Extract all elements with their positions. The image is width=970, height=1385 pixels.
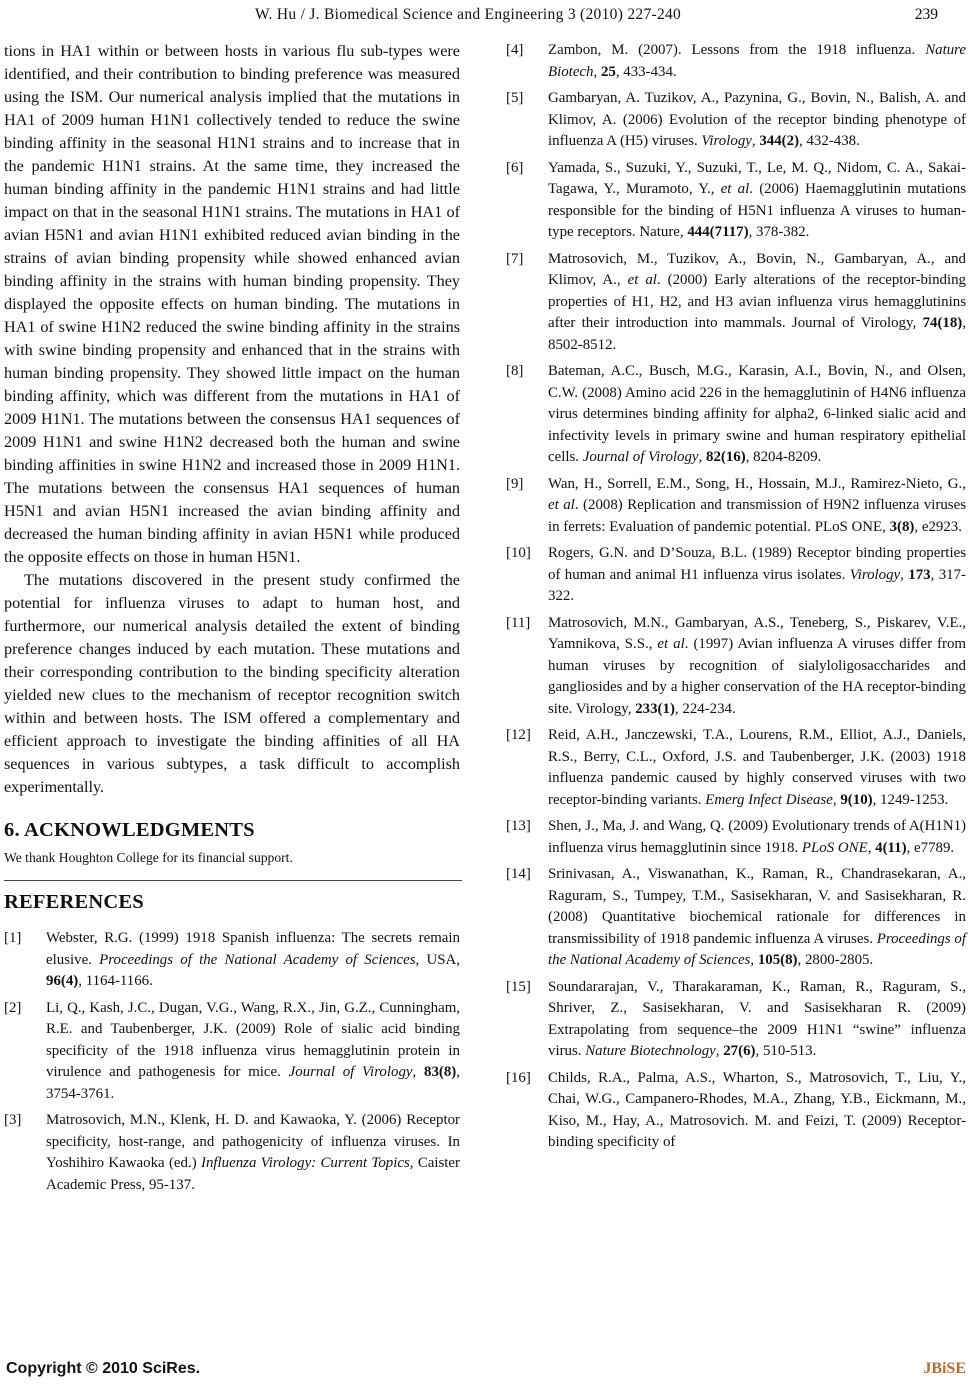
reference-post: , 1249-1253.: [872, 791, 949, 808]
reference-mid: . (2000) Early alterations of the receptor-binding properties of H1, H2, and H3 avian influenza virus hemagglutinins after their introduction into mammals. Journal of Virology,: [548, 272, 966, 331]
reference-number: [6]: [506, 159, 524, 176]
reference-item: [506, 613, 966, 721]
reference-pre: Soundararajan, V., Tharakaraman, K., Raman, R., Raguram, S., Shriver, Z., Sasisekharan, V. and Sasisekharan R. (2009) Extrapolating from sequence–the 2009 H1N1 “swine” influenza virus.: [548, 978, 966, 1059]
reference-post: , 8204-8209.: [745, 449, 822, 465]
reference-journal: Emerg Infect Disease: [705, 791, 833, 808]
reference-pre: Zambon, M. (2007). Lessons from the 1918 influenza.: [548, 42, 926, 58]
reference-number: [11]: [506, 614, 531, 631]
reference-post: , 3754-3761.: [46, 1064, 460, 1102]
journal-abbrev: JBiSE: [923, 1360, 966, 1377]
reference-post: , e7789.: [906, 839, 955, 856]
reference-journal: et al: [720, 181, 750, 197]
reference-item: [506, 543, 966, 608]
reference-pre: Li, Q., Kash, J.C., Dugan, V.G., Wang, R.X., Jin, G.Z., Cunningham, R.E. and Taubenberger, J.K. (2009) Role of sialic acid binding specificity of the 1918 influenza virus hemagglutinin protein in virulence and pathogenesis for mice.: [46, 999, 460, 1080]
reference-item: [506, 158, 966, 244]
reference-mid: ,: [715, 1043, 724, 1059]
page-header: [0, 6, 970, 28]
right-column: [506, 40, 966, 1159]
reference-pre: Shen, J., Ma, J. and Wang, Q. (2009) Evolutionary trends of A(H1N1) influenza virus hemagglutinin since 1918.: [548, 818, 966, 856]
reference-pre: Yamada, S., Suzuki, Y., Suzuki, T., Le, M. Q., Nidom, C. A., Sakai-Tagawa, Y., Muramoto, Y.,: [548, 159, 966, 197]
reference-mid: ,: [867, 839, 876, 856]
reference-journal: Proceedings of the National Academy of Sciences: [548, 930, 967, 968]
reference-post: , 224-234.: [674, 700, 736, 717]
reference-post: , 1164-1166.: [78, 973, 153, 989]
reference-item: [506, 725, 966, 811]
reference-mid: ,: [832, 791, 841, 808]
reference-vol: 83(8): [424, 1064, 457, 1080]
reference-journal: Virology: [701, 133, 752, 149]
reference-mid: ,: [698, 449, 706, 465]
reference-journal: Journal of Virology: [582, 449, 699, 465]
reference-pre: Rogers, G.N. and D’Souza, B.L. (1989) Receptor binding properties of human and animal H1 influenza virus isolates.: [548, 545, 966, 583]
reference-item: [506, 816, 966, 859]
reference-item: [506, 40, 966, 83]
reference-number: [4]: [506, 42, 524, 58]
reference-journal: PLoS ONE: [801, 839, 868, 856]
acknowledgments-heading: 6. ACKNOWLEDGMENTS: [4, 819, 255, 841]
reference-journal: et al: [548, 497, 575, 513]
reference-post: , e2923.: [914, 518, 962, 535]
reference-journal: et al: [657, 636, 685, 652]
reference-vol: 82(16): [706, 449, 746, 465]
references-list-left: [4, 928, 460, 1196]
reference-number: [5]: [506, 90, 524, 106]
reference-vol: 9(10): [840, 791, 873, 808]
reference-pre: Matrosovich, M.N., Gambaryan, A.S., Teneberg, S., Piskarev, V.E., Yamnikova, S.S.,: [548, 614, 966, 652]
reference-number: [14]: [506, 866, 531, 882]
reference-vol: 233(1): [635, 700, 675, 717]
reference-pre: Srinivasan, A., Viswanathan, K., Raman, R., Chandrasekaran, A., Raguram, S., Tumpey, T.M., Sasisekharan, V. and Sasisekharan, R. (2008) Quantitative biochemical rationale for differences in transmissibility of 1918 pandemic influenza A viruses.: [548, 866, 966, 947]
reference-vol: 25: [600, 63, 616, 80]
references-heading: REFERENCES: [4, 891, 144, 913]
reference-vol: 4(11): [875, 839, 907, 856]
reference-item: [4, 928, 460, 993]
page-footer: [0, 1360, 970, 1382]
body-paragraph-2: The mutations discovered in the present study confirmed the potential for influenza viruses to adapt to human host, and furthermore, our numerical analysis detailed the extent of binding preference changes induced by each mutation. These mutations and their corresponding contribution to the binding specificity alteration yielded new clues to the mechanism of receptor recognition switch within and between hosts. The ISM offered a complementary and efficient approach to investigate the binding affinities of all HA sequences in various subtypes, a task difficult to accomplish experimentally.: [4, 571, 460, 796]
reference-number: [8]: [506, 363, 524, 379]
reference-item: [506, 864, 966, 972]
reference-item: [506, 977, 966, 1063]
reference-vol: 105(8): [757, 952, 798, 968]
reference-item: [506, 474, 966, 539]
reference-journal: et al: [627, 272, 657, 288]
running-title: W. Hu / J. Biomedical Science and Engineering 3 (2010) 227-240: [255, 6, 682, 23]
reference-vol: 444(7117): [687, 224, 749, 240]
reference-item: [4, 1110, 460, 1196]
reference-item: [4, 998, 460, 1106]
reference-mid: ,: [750, 952, 758, 968]
body-paragraph-1: tions in HA1 within or between hosts in various flu sub-types were identified, and their contribution to binding preference was measured using the ISM. Our numerical analysis implied that the mutations in HA1 of 2009 human H1N1 collectively tended to reduce the swine binding affinity in the seasonal H1N1 strains and to increase that in the pandemic H1N1 strains. At the same time, they increased the human binding affinity in the pandemic H1N1 strains and had little impact on that in the seasonal H1N1 strains. The mutations in HA1 of avian H5N1 and avian H1N1 exhibited reduced avian binding in the strains of avian binding propensity while showed enhanced avian binding affinity in the strains with human binding propensity. They displayed the opposite effects on human binding. The mutations in HA1 of swine H1N2 reduced the swine binding affinity in the strains with swine binding propensity and enhanced that in the strains with human binding propensity. They showed little impact on the human binding affinity, which was different from the mutations in HA1 of 2009 H1N1. The mutations between the consensus HA1 sequences of 2009 H1N1 and swine H1N2 decreased both the human and swine binding affinities in swine H1N2 and increased those in 2009 H1N1. The mutations between the consensus HA1 sequences of human H5N1 and avian H5N1 increased the avian binding affinity and decreased the human binding affinity in avian H5N1 while produced the opposite effects on those in human H5N1.: [4, 42, 460, 566]
reference-journal: Nature Biotechnology: [585, 1043, 716, 1059]
reference-number: [1]: [4, 930, 22, 946]
reference-pre: Gambaryan, A. Tuzikov, A., Pazynina, G., Bovin, N., Balish, A. and Klimov, A. (2006) Evolution of the receptor binding phenotype of influenza A (H5) viruses.: [548, 90, 966, 149]
reference-vol: 96(4): [46, 973, 79, 989]
reference-pre: Matrosovich, M.N., Klenk, H. D. and Kawaoka, Y. (2006) Receptor specificity, host-range, and pathogenicity of influenza viruses. In Yoshihiro Kawaoka (ed.): [46, 1112, 460, 1171]
reference-post: , 8502-8512.: [548, 315, 966, 353]
reference-post: , 2800-2805.: [797, 952, 874, 968]
left-column: [4, 40, 460, 1201]
reference-mid: , Caister Academic Press, 95-137.: [46, 1155, 460, 1193]
reference-number: [13]: [506, 818, 531, 834]
reference-number: [9]: [506, 475, 524, 492]
reference-number: [3]: [4, 1112, 22, 1128]
reference-journal: Virology: [849, 566, 901, 583]
reference-mid: . (1997) Avian influenza A viruses differ from human viruses by recognition of sialyloligosaccharides and gangliosides and by a higher conservation of the HA receptor-binding site. Virology,: [548, 636, 966, 717]
reference-mid: ,: [593, 63, 601, 80]
reference-journal: Proceedings of the National Academy of Sciences,: [99, 951, 420, 968]
reference-pre: Reid, A.H., Janczewski, T.A., Lourens, R.M., Elliot, A.J., Daniels, R.S., Berry, C.L., Oxford, J.S. and Taubenberger, J.K. (2003) 1918 influenza pandemic caused by highly conserved viruses with two receptor-binding variants.: [548, 727, 966, 808]
reference-number: [10]: [506, 545, 531, 561]
reference-item: [506, 361, 966, 469]
reference-mid: USA,: [419, 951, 461, 968]
reference-pre: Matrosovich, M., Tuzikov, A., Bovin, N., Gambaryan, A., and Klimov, A.,: [548, 250, 966, 288]
reference-post: , 433-434.: [615, 63, 677, 80]
reference-item: [506, 1068, 966, 1154]
reference-number: [12]: [506, 727, 531, 743]
reference-mid: . (2006) Haemagglutinin mutations responsible for the binding of H5N1 influenza A viruses to human-type receptors. Nature,: [548, 181, 966, 240]
reference-pre: Webster, R.G. (1999) 1918 Spanish influenza: The secrets remain elusive.: [46, 930, 460, 968]
reference-pre: Childs, R.A., Palma, A.S., Wharton, S., Matrosovich, T., Liu, Y., Chai, W.G., Campanero-Rhodes, M.A., Zhang, Y.B., Eickmann, M., Kiso, M., Hay, A., Matrosovich. M. and Feizi, T. (2009) Receptor-binding specificity of: [548, 1069, 966, 1150]
body-text: [4, 40, 460, 799]
page-number: 239: [914, 6, 938, 23]
reference-vol: 74(18): [922, 315, 963, 331]
reference-vol: 344(2): [759, 133, 800, 149]
reference-journal: Influenza Virology: Current Topics: [200, 1155, 410, 1171]
reference-number: [2]: [4, 999, 22, 1016]
reference-post: , 378-382.: [748, 224, 810, 240]
reference-vol: 173: [908, 566, 931, 583]
reference-number: [7]: [506, 250, 524, 267]
reference-post: , 317-322.: [548, 566, 966, 604]
reference-vol: 3(8): [889, 518, 915, 535]
reference-journal: Nature Biotech: [548, 42, 966, 80]
reference-item: [506, 88, 966, 153]
references-list-right: [506, 40, 966, 1154]
reference-mid: ,: [412, 1064, 424, 1080]
reference-post: , 432-438.: [799, 133, 860, 149]
reference-vol: 27(6): [723, 1043, 756, 1059]
reference-journal: Journal of Virology: [288, 1064, 413, 1080]
reference-item: [506, 249, 966, 357]
reference-number: [15]: [506, 978, 531, 995]
copyright-notice: Copyright © 2010 SciRes.: [6, 1360, 201, 1377]
section-divider: [4, 880, 462, 881]
reference-pre: Wan, H., Sorrell, E.M., Song, H., Hossain, M.J., Ramirez-Nieto, G.,: [548, 475, 966, 492]
reference-mid: ,: [751, 133, 760, 149]
reference-mid: . (2008) Replication and transmission of H9N2 influenza viruses in ferrets: Evaluation of pandemic potential. PLoS ONE,: [548, 497, 966, 535]
reference-pre: Bateman, A.C., Busch, M.G., Karasin, A.I., Bovin, N., and Olsen, C.W. (2008) Amino acid 226 in the hemagglutinin of H4N6 influenza virus determines binding affinity for alpha2, 6-linked sialic acid and infectivity levels in primary swine and human respiratory epithelial cells.: [548, 363, 966, 465]
reference-mid: ,: [900, 566, 909, 583]
reference-post: , 510-513.: [755, 1043, 817, 1059]
acknowledgments-text: We thank Houghton College for its financial support.: [4, 850, 293, 865]
reference-number: [16]: [506, 1069, 531, 1086]
